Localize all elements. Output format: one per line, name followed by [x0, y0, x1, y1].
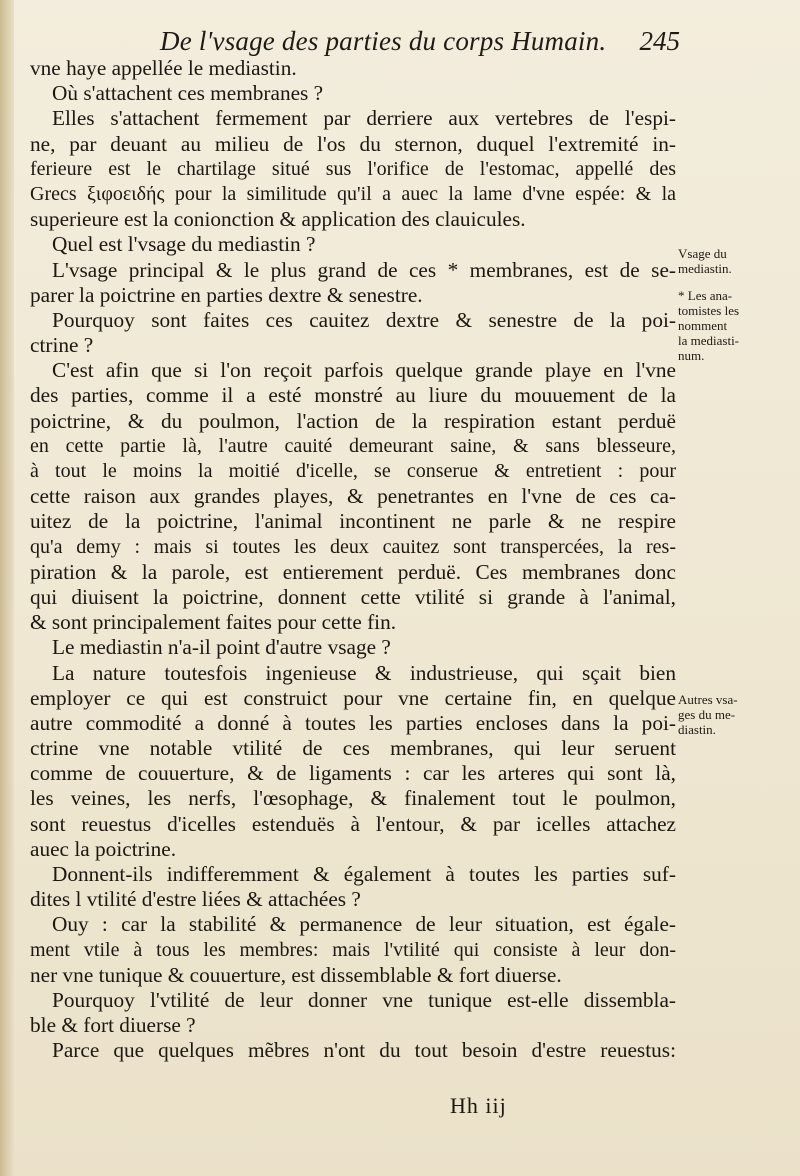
question-line: dites l vtilité d'estre liées & attachées ? — [30, 887, 361, 912]
running-head: De l'vsage des parties du corps Humain. — [160, 26, 607, 56]
text-line: qui diuisent la poictrine, donnent cette vtilité si grande à l'animal, — [30, 584, 676, 609]
margin-note-other-usages — [678, 692, 790, 737]
text-line: & sont principalement faites pour cette fin. — [30, 610, 397, 635]
margin-note-line: ges du me- — [678, 707, 736, 722]
text-line: poictrine, & du poulmon, l'action de la respiration estant perduë — [30, 408, 676, 433]
margin-note-line: mediastin. — [678, 261, 732, 276]
text-line: qu'a demy : mais si toutes les deux cauitez sont transpercées, la res- — [30, 535, 676, 558]
margin-note-line: tomistes les — [678, 303, 740, 318]
text-line: La nature toutesfois ingenieuse & industrieuse, qui sçait bien — [52, 660, 676, 685]
text-line: parer la poictrine en parties dextre & senestre. — [30, 282, 423, 307]
main-text — [30, 56, 676, 1064]
text-line: à tout le moins la moitié d'icelle, se conserue & entretient : pour — [30, 460, 676, 482]
margin-note-anatomists — [678, 288, 790, 363]
text-line: auec la poictrine. — [30, 836, 177, 861]
text-line: employer ce qui est construict pour vne certaine fin, en quelque — [30, 685, 676, 710]
question-line: Donnent-ils indifferemment & également à toutes les parties suf- — [52, 862, 676, 886]
signature-mark: Hh iij — [450, 1093, 507, 1118]
margin-note-line: * Les ana- — [678, 288, 733, 303]
text-line: ctrine vne notable vtilité de ces membranes, qui leur seruent — [30, 736, 676, 761]
text-line: autre commodité a donné à toutes les parties encloses dans la poi- — [30, 710, 676, 735]
binding-gutter — [0, 0, 14, 1176]
question-line: Pourquoy l'vtilité de leur donner vne tunique est-elle dissembla- — [52, 987, 676, 1012]
margin-note-line: Vsage du — [678, 246, 727, 261]
question-line: Où s'attachent ces membranes ? — [52, 81, 324, 106]
text-line: Elles s'attachent fermement par derriere aux vertebres de l'espi- — [52, 106, 676, 131]
question-line: ctrine ? — [30, 333, 94, 358]
margin-note-line: num. — [678, 348, 705, 363]
question-line: ble & fort diuerse ? — [30, 1013, 196, 1038]
text-line: uitez de la poictrine, l'animal incontinent ne parle & ne respire — [30, 509, 676, 534]
text-line: des parties, comme il a esté monstré au liure du mouuement de la — [30, 383, 676, 408]
margin-note-line: la mediasti- — [678, 333, 740, 348]
question-line: Quel est l'vsage du mediastin ? — [52, 232, 316, 257]
text-line: comme de couuerture, & de ligaments : car les arteres qui sont là, — [30, 761, 676, 786]
text-line: ment vtile à tous les membres: mais l'vtilité qui consiste à leur don- — [30, 938, 676, 961]
text-line: cette raison aux grandes playes, & penetrantes en l'vne de ces ca- — [30, 484, 676, 509]
text-line: L'vsage principal & le plus grand de ces * membranes, est de se- — [52, 257, 676, 282]
text-line: Ouy : car la stabilité & permanence de leur situation, est égale- — [52, 912, 676, 937]
text-line: piration & la parole, est entierement perduë. Ces membranes donc — [30, 559, 676, 584]
page-number: 245 — [639, 26, 680, 56]
text-line: ne, par deuant au milieu de l'os du sternon, duquel l'extremité in- — [30, 131, 676, 156]
margin-note-line: nomment — [678, 318, 728, 333]
question-line: Le mediastin n'a-il point d'autre vsage ? — [52, 635, 391, 660]
margin-note-line: diastin. — [678, 722, 716, 737]
margin-note-line: Autres vsa- — [678, 692, 738, 707]
text-line: en cette partie là, l'autre cauité demeurant saine, & sans blesseure, — [30, 434, 676, 457]
text-line: Parce que quelques mẽbres n'ont du tout besoin d'estre reuestus: — [52, 1038, 676, 1063]
text-line: Grecs ξιφοειδής pour la similitude qu'il a auec la lame d'vne espée: & la — [30, 182, 676, 205]
margin-note-usage — [678, 246, 790, 276]
question-line: Pourquoy sont faites ces cauitez dextre & senestre de la poi- — [52, 307, 676, 332]
text-line: ferieure est le chartilage situé sus l'orifice de l'estomac, appellé des — [30, 157, 676, 180]
text-line: C'est afin que si l'on reçoit parfois quelque grande playe en l'vne — [52, 358, 676, 383]
text-line: vne haye appellée le mediastin. — [30, 56, 297, 80]
text-line: les veines, les nerfs, l'œsophage, & finalement tout le poulmon, — [30, 786, 676, 811]
text-line: sont reuestus d'icelles estenduës à l'entour, & par icelles attachez — [30, 811, 676, 836]
text-line: ner vne tunique & couuerture, est dissemblable & fort diuerse. — [30, 962, 562, 987]
text-line: superieure est la conionction & application des clauicules. — [30, 207, 526, 232]
